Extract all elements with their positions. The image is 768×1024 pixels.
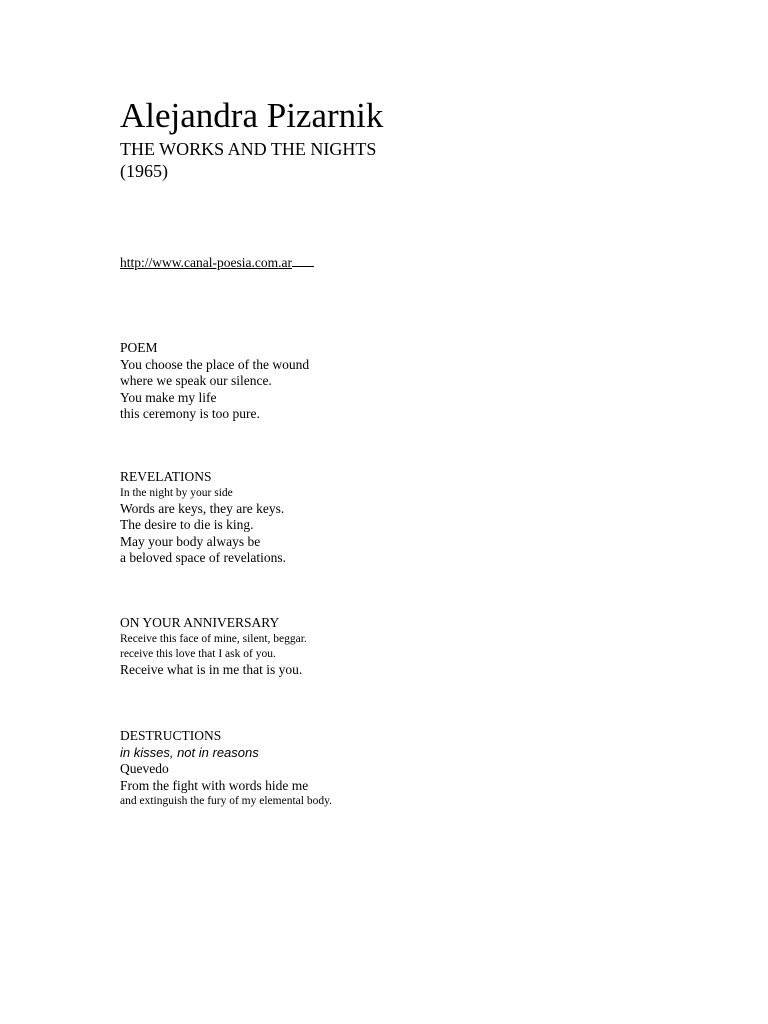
poem-block <box>120 728 332 809</box>
poem-line: From the fight with words hide me <box>120 777 309 793</box>
poem-line: where we speak our silence. <box>120 373 272 388</box>
poem-block <box>120 615 307 678</box>
poem-line: receive this love that I ask of you. <box>120 647 276 660</box>
poem-line: Receive this face of mine, silent, beggar. <box>120 632 307 645</box>
poem-line: May your body always be <box>120 533 261 549</box>
poem-line: Words are keys, they are keys. <box>120 500 285 516</box>
publication-year: (1965) <box>120 161 168 181</box>
source-link-text[interactable]: http://www.canal-poesia.com.ar <box>120 255 292 270</box>
poem-title: ON YOUR ANNIVERSARY <box>120 615 280 630</box>
poem-block <box>120 340 309 423</box>
poem-line: The desire to die is king. <box>120 517 254 532</box>
poem-title: DESTRUCTIONS <box>120 728 222 743</box>
poem-line: a beloved space of revelations. <box>120 550 287 565</box>
source-link[interactable] <box>120 254 314 271</box>
poem-epigraph-attribution: Quevedo <box>120 761 169 776</box>
poem-epigraph: in kisses, not in reasons <box>120 744 259 760</box>
poem-line: You make my life <box>120 389 217 405</box>
author-name: Alejandra Pizarnik <box>120 96 384 135</box>
work-title: THE WORKS AND THE NIGHTS <box>120 139 377 159</box>
poem-block <box>120 469 286 567</box>
poem-line: You choose the place of the wound <box>120 356 310 372</box>
poem-title: POEM <box>120 340 158 355</box>
poem-line: this ceremony is too pure. <box>120 406 260 421</box>
poem-line: and extinguish the fury of my elemental body. <box>120 795 332 807</box>
link-underline-padding <box>292 254 314 267</box>
poem-line: In the night by your side <box>120 486 233 499</box>
poem-line: Receive what is in me that is you. <box>120 661 303 677</box>
poem-title: REVELATIONS <box>120 469 212 484</box>
